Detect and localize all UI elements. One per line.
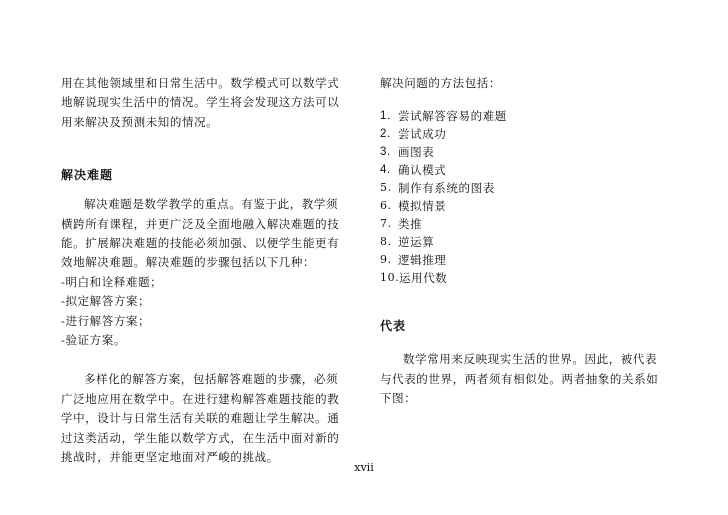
list-item-number: 1. xyxy=(380,110,391,123)
list-item-number: 8. xyxy=(380,235,392,249)
list-item xyxy=(380,251,670,269)
list-item-number: 9. xyxy=(380,253,392,267)
diverse-line-2: 广泛地应用在数学中。在进行建构解答难题技能的教 xyxy=(61,391,340,406)
list-item-number: 2. xyxy=(380,128,391,141)
methods-intro: 解决问题的方法包括： xyxy=(380,76,501,90)
list-item-text: 运用代数 xyxy=(399,271,448,286)
list-item xyxy=(380,107,670,125)
list-item xyxy=(380,143,670,161)
list-item-text: 尝试成功 xyxy=(398,127,447,142)
diverse-line-3: 学中，设计与日常生活有关联的难题让学生解决。通 xyxy=(61,411,340,426)
diverse-line-1: 多样化的解答方案，包括解答难题的步骤，必须 xyxy=(84,372,339,387)
diverse-line-5: 挑战时，并能更坚定地面对严峻的挑战。 xyxy=(61,450,279,465)
list-item xyxy=(380,125,670,143)
right-column xyxy=(380,74,670,409)
intro-line-3: 用来解决及预测未知的情况。 xyxy=(61,114,219,129)
list-item-text: 模拟情景 xyxy=(398,199,447,214)
representation-heading: 代表 xyxy=(380,319,407,334)
list-item-text: 类推 xyxy=(398,217,423,232)
representation-line-3: 下图： xyxy=(380,391,417,406)
diverse-line-4: 过这类活动，学生能以数学方式，在生活中面对新的 xyxy=(61,430,340,445)
page-number: xvii xyxy=(354,461,374,474)
step-understand: -明白和诠释难题； xyxy=(61,274,163,289)
intro-line-1: 用在其他领域里和日常生活中。数学模式可以数学式 xyxy=(61,76,340,90)
list-item-text: 画图表 xyxy=(398,145,435,160)
intro-line-2: 地解说现实生活中的情况。学生将会发现这方法可以 xyxy=(61,95,340,110)
problem-solving-line-2: 横跨所有课程，并更广泛及全面地融入解决难题的技 xyxy=(61,216,340,231)
list-item xyxy=(380,233,670,251)
list-item-text: 逆运算 xyxy=(398,235,435,250)
left-column xyxy=(61,74,361,468)
methods-list xyxy=(380,107,670,287)
step-verify: -验证方案。 xyxy=(61,333,126,348)
list-item xyxy=(380,161,670,179)
list-item-number: 4. xyxy=(380,164,391,177)
list-item-text: 尝试解答容易的难题 xyxy=(398,109,507,124)
list-item-number: 10. xyxy=(380,271,400,285)
step-execute: -进行解答方案； xyxy=(61,313,151,328)
problem-solving-line-3: 能。扩展解决难题的技能必须加强、以便学生能更有 xyxy=(61,236,340,251)
list-item xyxy=(380,215,670,233)
representation-line-1: 数学常用来反映现实生活的世界。因此，被代表 xyxy=(403,352,658,367)
list-item-text: 确认模式 xyxy=(398,163,447,178)
list-item-text: 制作有系统的图表 xyxy=(398,181,495,196)
list-item xyxy=(380,179,670,197)
list-item-number: 6. xyxy=(380,199,392,213)
representation-line-2: 与代表的世界，两者须有相似处。两者抽象的关系如 xyxy=(380,371,659,386)
problem-solving-line-4: 效地解决难题。解决难题的步骤包括以下几种： xyxy=(61,255,316,270)
list-item xyxy=(380,269,670,287)
problem-solving-heading: 解决难题 xyxy=(61,168,114,183)
list-item-number: 7. xyxy=(380,217,392,231)
step-plan: -拟定解答方案； xyxy=(61,294,151,309)
list-item-number: 5. xyxy=(380,181,392,195)
problem-solving-line-1: 解决难题是数学教学的重点。有鉴于此，教学须 xyxy=(84,197,339,212)
list-item-text: 逻辑推理 xyxy=(398,253,447,268)
list-item-number: 3. xyxy=(380,146,391,159)
list-item xyxy=(380,197,670,215)
